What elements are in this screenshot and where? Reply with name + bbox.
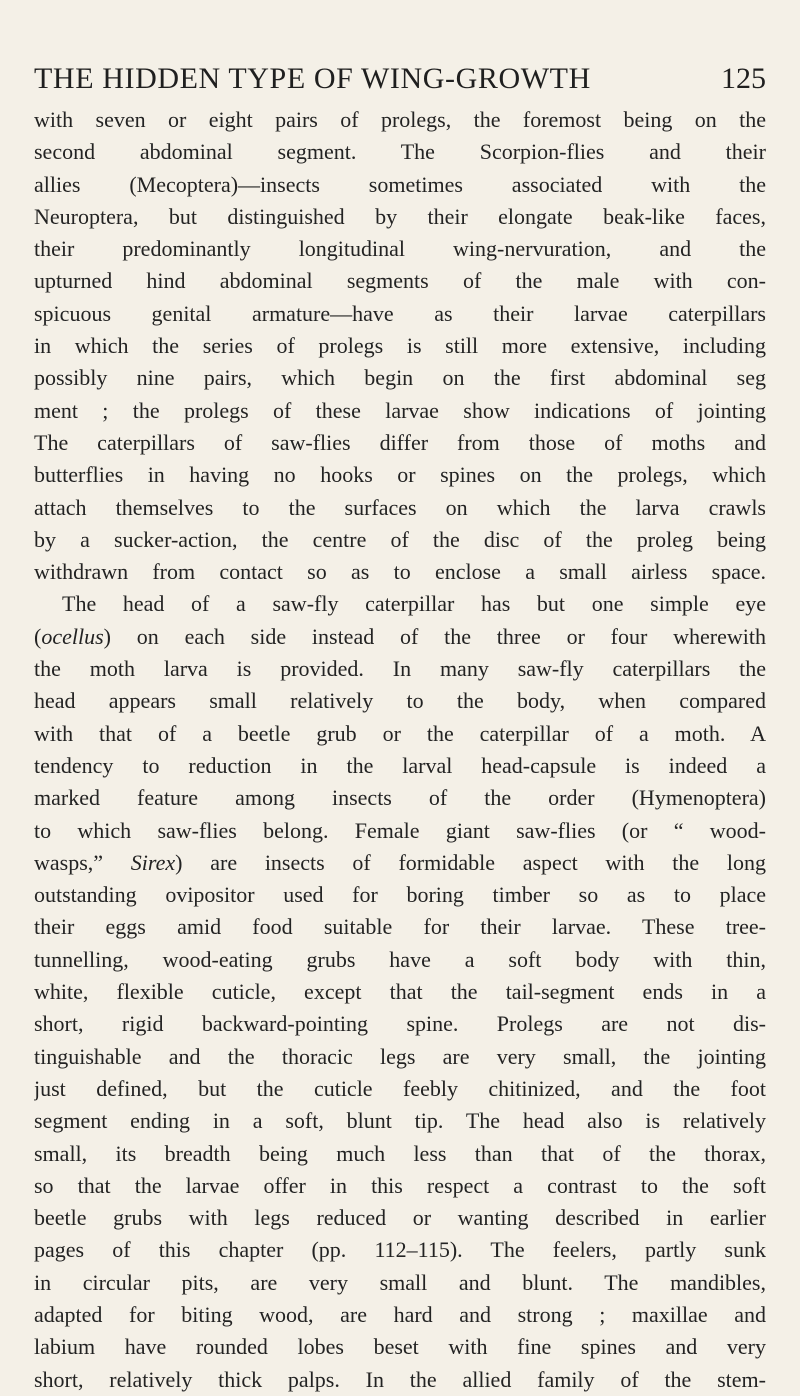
text-line: marked feature among insects of the order (Hymenoptera) [34,785,766,811]
text-line: Neuroptera, but distinguished by their elongate beak-like faces, [34,203,766,229]
text-line: possibly nine pairs, which begin on the first abdominal seg [34,365,766,391]
text-line: outstanding ovipositor used for boring timber so as to place [34,882,766,908]
body-text [34,104,766,1396]
text-run: ) on each side instead of the three or four wherewith [103,623,766,649]
text-line: short, rigid backward-pointing spine. Prolegs are not dis- [34,1011,766,1037]
text-line: pages of this chapter (pp. 112–115). The feelers, partly sunk [34,1237,766,1263]
text-line: labium have rounded lobes beset with fine spines and very [34,1334,766,1360]
text-line: by a sucker-action, the centre of the disc of the proleg being [34,526,766,552]
running-head [34,62,766,96]
text-line: adapted for biting wood, are hard and strong ; maxillae and [34,1301,766,1327]
italic-text-run: Sirex [130,849,176,875]
text-line: The caterpillars of saw-flies differ from those of moths and [34,429,766,455]
text-line: the moth larva is provided. In many saw-fly caterpillars the [34,656,766,682]
text-line: upturned hind abdominal segments of the male with con- [34,268,766,294]
text-line: tendency to reduction in the larval head-capsule is indeed a [34,752,766,778]
italic-text-run: ocellus [41,623,104,649]
text-line: white, flexible cuticle, except that the tail-segment ends in a [34,979,766,1005]
text-line: butterflies in having no hooks or spines on the prolegs, which [34,462,766,488]
text-run: ( [34,623,42,649]
text-line: ment ; the prolegs of these larvae show indications of jointing [34,397,766,423]
text-line: tinguishable and the thoracic legs are very small, the jointing [34,1043,766,1069]
text-line: beetle grubs with legs reduced or wanting described in earlier [34,1205,766,1231]
text-line: allies (Mecoptera)—insects sometimes associated with the [34,171,766,197]
text-line: small, its breadth being much less than that of the thorax, [34,1140,766,1166]
text-line: segment ending in a soft, blunt tip. The head also is relatively [34,1108,766,1134]
page-number: 125 [721,62,766,95]
text-run: wasps,” [34,849,131,875]
text-line: spicuous genital armature—have as their larvae caterpillars [34,300,766,326]
text-line: in which the series of prolegs is still more extensive, including [34,333,766,359]
text-line: their predominantly longitudinal wing-nervuration, and the [34,236,766,262]
text-line: tunnelling, wood-eating grubs have a soft body with thin, [34,946,766,972]
text-line: in circular pits, are very small and blunt. The mandibles, [34,1269,766,1295]
text-line: just defined, but the cuticle feebly chitinized, and the foot [34,1075,766,1101]
text-line: head appears small relatively to the body, when compared [34,688,766,714]
text-line: withdrawn from contact so as to enclose a small airless space. [34,559,766,585]
text-line: second abdominal segment. The Scorpion-flies and their [34,139,766,165]
text-run: ) are insects of formidable aspect with the long [175,849,766,875]
text-line: with seven or eight pairs of prolegs, the foremost being on the [34,107,766,132]
text-line: short, relatively thick palps. In the allied family of the stem- [34,1366,766,1392]
running-title: THE HIDDEN TYPE OF WING-GROWTH [34,62,591,95]
text-line: to which saw-flies belong. Female giant saw-flies (or “ wood- [34,817,766,843]
text-line [34,621,766,653]
text-line: attach themselves to the surfaces on which the larva crawls [34,494,766,520]
text-line: their eggs amid food suitable for their larvae. These tree- [34,914,766,940]
text-line: The head of a saw-fly caterpillar has but one simple eye [62,591,766,617]
text-line [34,847,766,879]
text-line: so that the larvae offer in this respect a contrast to the soft [34,1172,766,1198]
text-line: with that of a beetle grub or the caterpillar of a moth. A [34,720,766,746]
